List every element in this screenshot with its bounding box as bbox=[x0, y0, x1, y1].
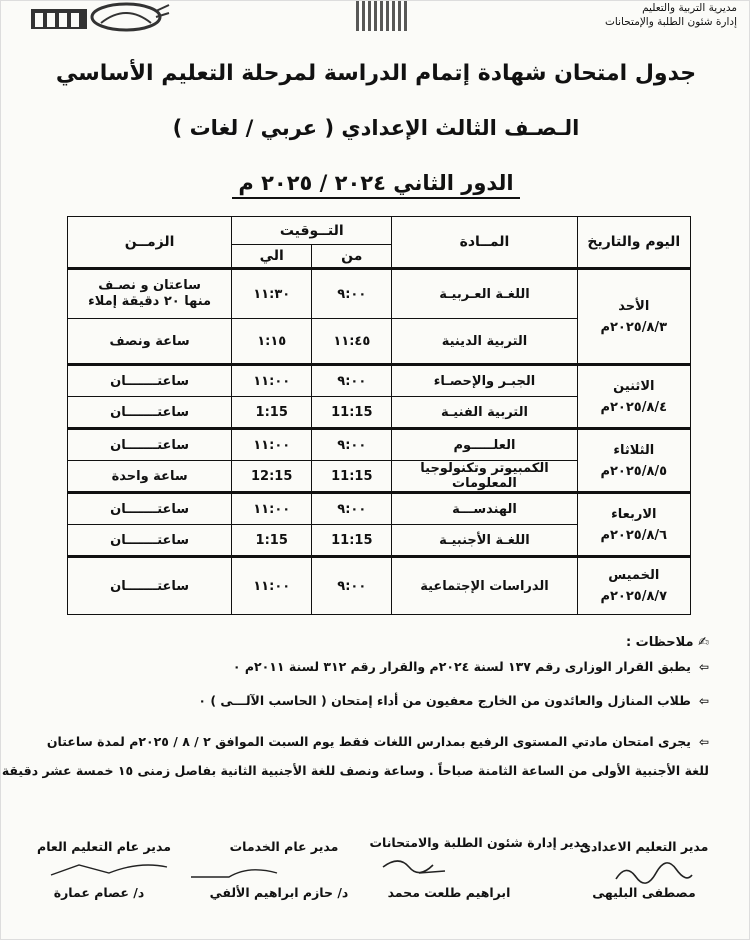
signature-block bbox=[359, 835, 599, 850]
note-text: يجرى امتحان مادتي المستوى الرفيع بمدارس اللغات فقط يوم السبت الموافق ٢ / ٨ / ٢٠٢٥م لمدة ساعتان bbox=[46, 734, 691, 749]
header-from: من bbox=[312, 245, 392, 269]
to-cell: 1:15 bbox=[232, 397, 312, 429]
directorate-header bbox=[587, 1, 737, 29]
from-cell: ٩:٠٠ bbox=[312, 429, 392, 461]
note-item-1 bbox=[233, 659, 709, 674]
header-subject: المــادة bbox=[392, 217, 577, 269]
duration-cell: ساعتان و نصـف منها ٢٠ دقيقة إملاء bbox=[68, 269, 232, 319]
directorate-line-1: مديرية التربية والتعليم bbox=[642, 2, 737, 14]
from-cell: 11:15 bbox=[312, 397, 392, 429]
note-text: للغة الأجنبية الأولى من الساعة الثامنة صباحاً . وساعة ونصف للغة الأجنبية الثانية بفاصل زمنى ١٥ خمسة عشر دقيقة bbox=[1, 763, 709, 778]
header-day-date: اليوم والتاريخ bbox=[577, 217, 690, 269]
from-cell: ٩:٠٠ bbox=[312, 493, 392, 525]
to-cell: 12:15 bbox=[232, 461, 312, 493]
subject-cell: الهندســـة bbox=[392, 493, 577, 525]
notes-header bbox=[626, 635, 709, 650]
from-cell: ٩:٠٠ bbox=[312, 269, 392, 319]
exam-schedule-table bbox=[67, 216, 691, 615]
to-cell: ١:١٥ bbox=[232, 319, 312, 365]
day-cell: الاربعاء ٢٠٢٥/٨/٦م bbox=[577, 493, 690, 557]
to-cell: ١١:٠٠ bbox=[232, 557, 312, 615]
to-cell: ١١:٠٠ bbox=[232, 365, 312, 397]
day-cell: الخميس ٢٠٢٥/٨/٧م bbox=[577, 557, 690, 615]
note-item-4 bbox=[2, 763, 709, 778]
grade-title: الـصـف الثالث الإعدادي ( عربي / لغات ) bbox=[172, 116, 580, 140]
pencil-icon: ✍ bbox=[698, 635, 709, 650]
header-duration: الزمــن bbox=[68, 217, 232, 269]
signature-scribble-icon bbox=[379, 853, 449, 881]
duration-cell: ساعتـــــــان bbox=[68, 397, 232, 429]
from-cell: ١١:٤٥ bbox=[312, 319, 392, 365]
session-title bbox=[1, 171, 750, 199]
to-cell: ١١:٠٠ bbox=[232, 493, 312, 525]
day-cell: الأحد ٢٠٢٥/٨/٣م bbox=[577, 269, 690, 365]
table-row bbox=[68, 493, 691, 525]
session-title-text: الدور الثاني ٢٠٢٤ / ٢٠٢٥ م bbox=[232, 171, 519, 199]
from-cell: ٩:٠٠ bbox=[312, 557, 392, 615]
subject-cell: اللغـة العـربيـة bbox=[392, 269, 577, 319]
subject-cell: اللغـة الأجنبيـة bbox=[392, 525, 577, 557]
note-item-2 bbox=[198, 693, 709, 708]
from-cell: 11:15 bbox=[312, 461, 392, 493]
subject-cell: التربية الفنيـة bbox=[392, 397, 577, 429]
duration-cell: ساعة ونصف bbox=[68, 319, 232, 365]
signature-name: مصطفى البليهى bbox=[592, 885, 696, 900]
header-timing: التــوقيت bbox=[232, 217, 392, 245]
header-to: الي bbox=[232, 245, 312, 269]
duration-cell: ساعة واحدة bbox=[68, 461, 232, 493]
signature-block bbox=[19, 839, 189, 854]
notes-header-text: ملاحظات : bbox=[625, 635, 694, 650]
arrow-icon: ⇦ bbox=[698, 660, 709, 674]
table-header-row bbox=[68, 217, 691, 245]
signature-title: مدير إدارة شئون الطلبة والامتحانات bbox=[369, 835, 589, 850]
day-cell: الاثنين ٢٠٢٥/٨/٤م bbox=[577, 365, 690, 429]
directorate-line-2: إدارة شئون الطلبة والإمتحانات bbox=[605, 16, 737, 28]
signature-name: ابراهيم طلعت محمد bbox=[387, 885, 511, 900]
signature-title: مدير التعليم الاعدادى bbox=[579, 839, 709, 854]
from-cell: ٩:٠٠ bbox=[312, 365, 392, 397]
signature-block bbox=[219, 839, 349, 854]
signature-scribble-icon bbox=[49, 857, 169, 885]
to-cell: ١١:٣٠ bbox=[232, 269, 312, 319]
table-row bbox=[68, 269, 691, 319]
signature-title: مدير عام الخدمات bbox=[229, 839, 339, 854]
subject-cell: الجبـر والإحصـاء bbox=[392, 365, 577, 397]
table-row bbox=[68, 557, 691, 615]
arrow-icon: ⇦ bbox=[698, 694, 709, 708]
subject-cell: الكمبيوتر وتكنولوجيا المعلومات bbox=[392, 461, 577, 493]
signature-scribble-icon bbox=[614, 859, 694, 887]
page-title: جدول امتحان شهادة إتمام الدراسة لمرحلة التعليم الأساسي bbox=[55, 61, 697, 86]
duration-cell: ساعتـــــــان bbox=[68, 557, 232, 615]
subject-cell: التربية الدينية bbox=[392, 319, 577, 365]
note-text: طلاب المنازل والعائدون من الخارج معفيون من أداء إمتحان ( الحاسب الآلـــى ) ٠ bbox=[198, 693, 691, 708]
duration-cell: ساعتـــــــان bbox=[68, 525, 232, 557]
subject-cell: الدراسات الإجتماعية bbox=[392, 557, 577, 615]
to-cell: 1:15 bbox=[232, 525, 312, 557]
note-text: يطبق القرار الوزارى رقم ١٣٧ لسنة ٢٠٢٤م والقرار رقم ٣١٢ لسنة ٢٠١١م ٠ bbox=[232, 659, 691, 674]
book-logo-icon bbox=[31, 1, 171, 33]
day-cell: الثلاثاء ٢٠٢٥/٨/٥م bbox=[577, 429, 690, 493]
subject-cell: العلـــــوم bbox=[392, 429, 577, 461]
table-row bbox=[68, 429, 691, 461]
signature-name: د/ عصام عمارة bbox=[53, 885, 145, 900]
signature-name: د/ حازم ابراهيم الألفي bbox=[209, 885, 349, 900]
arrow-icon: ⇦ bbox=[698, 735, 709, 749]
from-cell: 11:15 bbox=[312, 525, 392, 557]
qr-code-icon bbox=[356, 1, 408, 31]
duration-cell: ساعتـــــــان bbox=[68, 429, 232, 461]
note-item-3 bbox=[47, 734, 709, 749]
to-cell: ١١:٠٠ bbox=[232, 429, 312, 461]
table-row bbox=[68, 365, 691, 397]
duration-cell: ساعتـــــــان bbox=[68, 365, 232, 397]
signature-title: مدير عام التعليم العام bbox=[37, 839, 171, 854]
duration-cell: ساعتـــــــان bbox=[68, 493, 232, 525]
